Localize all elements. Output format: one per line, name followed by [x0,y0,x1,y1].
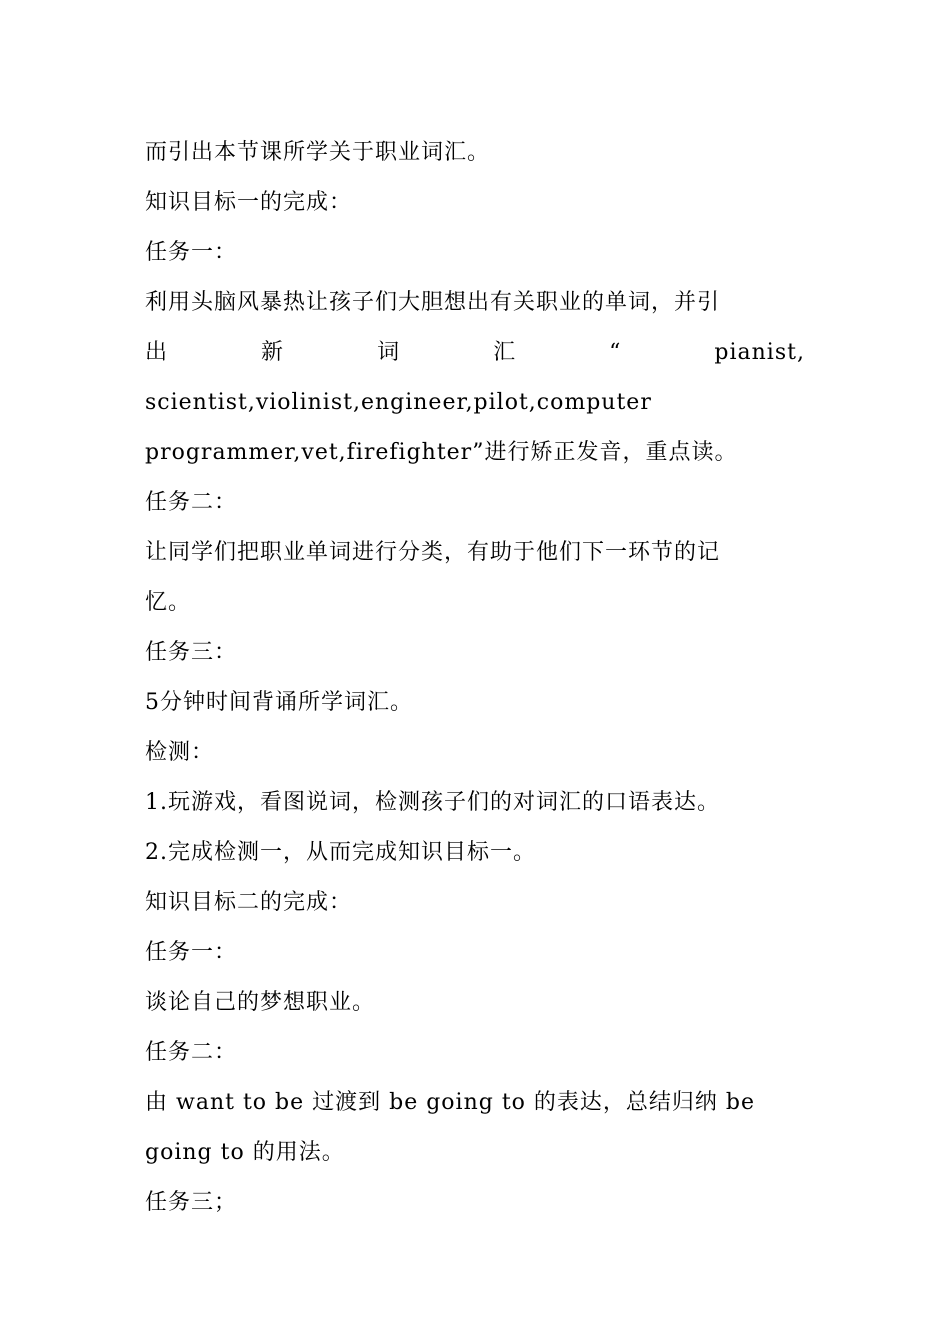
justified-word: pianist, [714,340,805,365]
check-heading: 检测： [145,740,215,765]
text-line: 5分钟时间背诵所学词汇。 [145,690,413,715]
text-line: scientist,violinist,engineer,pilot,computer [145,390,652,415]
justified-word: 出 [145,340,169,365]
list-item: 1.玩游戏，看图说词，检测孩子们的对词汇的口语表达。 [145,790,720,815]
task-heading: 任务二： [145,1040,238,1065]
section-heading: 知识目标一的完成： [145,190,353,215]
justified-word: 词 [377,340,401,365]
list-item: 2.完成检测一，从而完成知识目标一。 [145,840,536,865]
task-heading: 任务三： [145,640,238,665]
task-heading: 任务三； [145,1190,238,1215]
task-heading: 任务一： [145,940,238,965]
text-line: going to 的用法。 [145,1140,345,1165]
text-line: 由 want to be 过渡到 be going to 的表达，总结归纳 be [145,1090,755,1115]
section-heading: 知识目标二的完成： [145,890,353,915]
text-line: 利用头脑风暴热让孩子们大胆想出有关职业的单词，并引 [145,290,721,315]
task-heading: 任务一： [145,240,238,265]
text-line: programmer,vet,firefighter”进行矫正发音，重点读。 [145,440,738,465]
text-line: 谈论自己的梦想职业。 [145,990,376,1015]
task-heading: 任务二： [145,490,238,515]
justified-word: “ [609,340,622,365]
justified-word: 汇 [493,340,517,365]
text-line: 让同学们把职业单词进行分类，有助于他们下一环节的记 [145,540,721,565]
text-line: 忆。 [145,590,192,615]
justified-text-line [145,328,805,378]
justified-word: 新 [261,340,285,365]
text-line: 而引出本节课所学关于职业词汇。 [145,140,491,165]
document-body [145,128,805,1228]
